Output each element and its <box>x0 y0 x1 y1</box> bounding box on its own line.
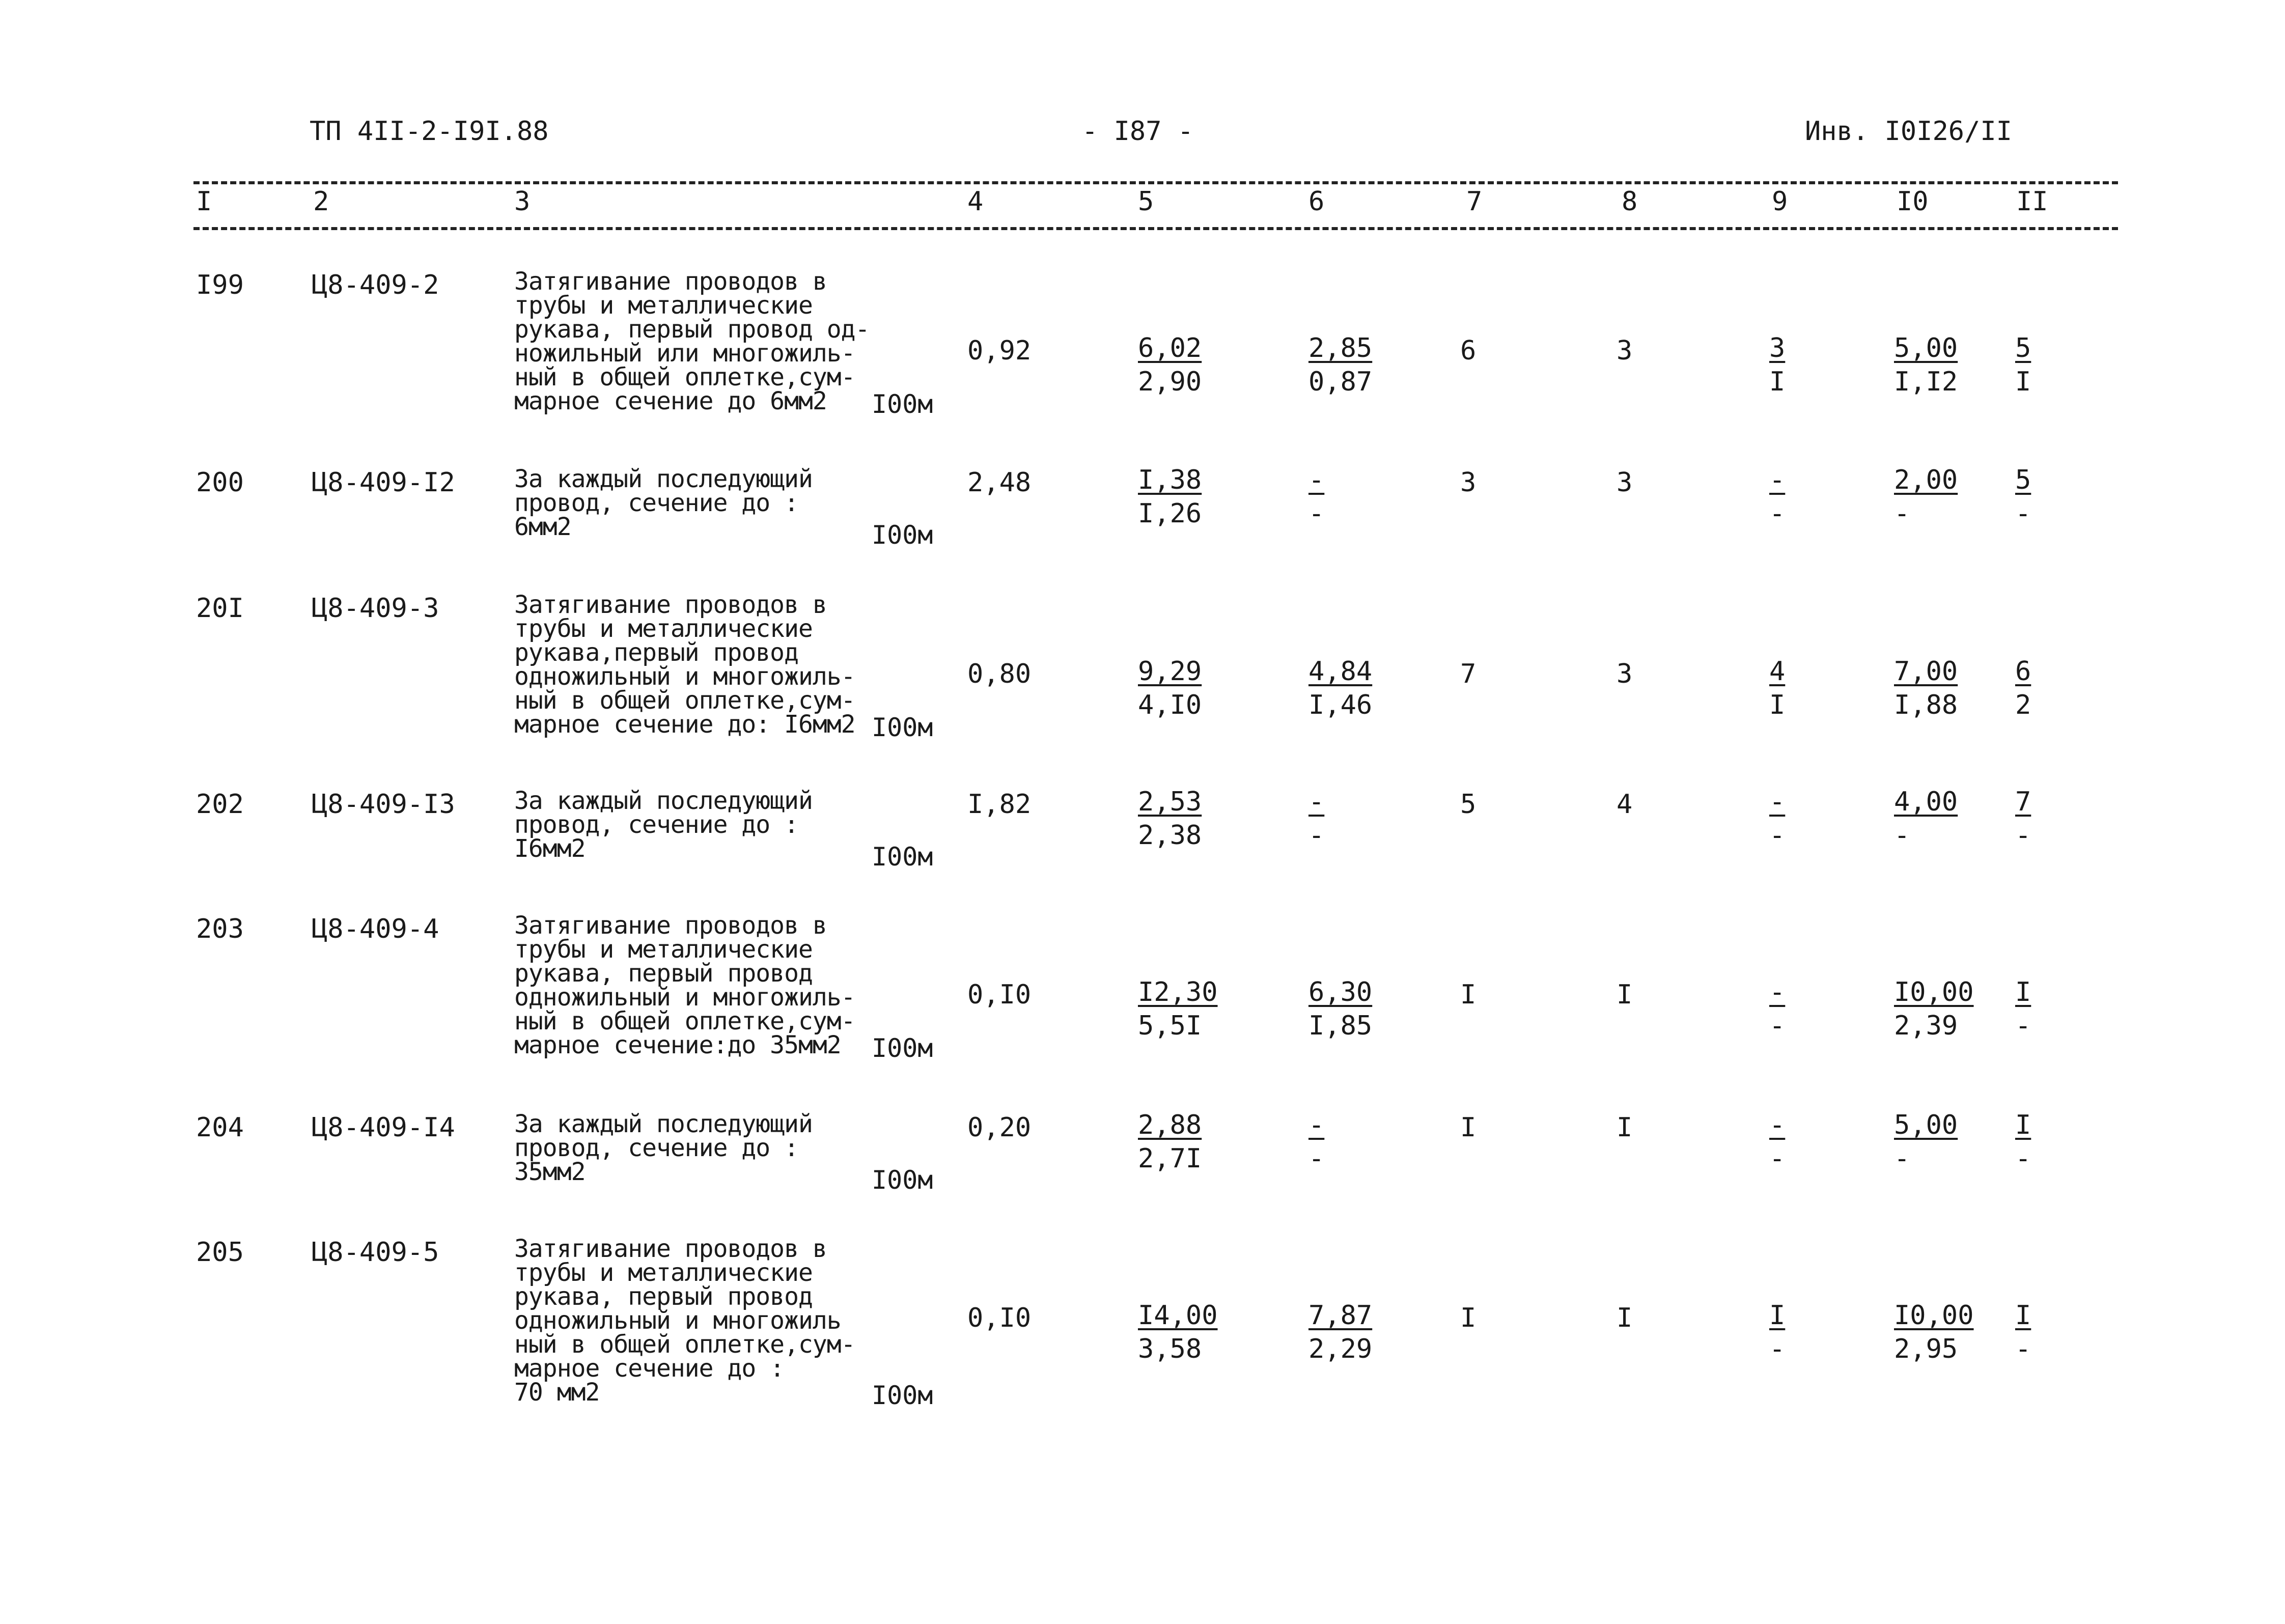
c5-denominator: 5,5I <box>1138 1011 1202 1041</box>
c11-numerator: I <box>2015 1300 2031 1331</box>
col-header-10: I0 <box>1897 186 1929 217</box>
c9-denominator: - <box>1769 820 1786 851</box>
c6-numerator: - <box>1308 465 1325 495</box>
description-line: Затягивание проводов в <box>514 267 827 296</box>
col8-value: 4 <box>1617 789 1633 820</box>
c6-denominator: - <box>1308 498 1325 529</box>
description-line: провод, сечение до : <box>514 810 798 839</box>
row-number: 205 <box>196 1237 244 1268</box>
description-line: 6мм2 <box>514 513 571 541</box>
c9-numerator: 4 <box>1769 656 1786 687</box>
c9-denominator: - <box>1769 1011 1786 1041</box>
c6-numerator: - <box>1308 1110 1325 1140</box>
c9-numerator: - <box>1769 465 1786 495</box>
c9-denominator: I <box>1769 690 1786 720</box>
c9-numerator: - <box>1769 787 1786 817</box>
c11-denominator: I <box>2015 367 2031 397</box>
c5-denominator: 2,7I <box>1138 1143 1202 1174</box>
c9-fraction <box>1769 463 1785 530</box>
c5-denominator: I,26 <box>1138 498 1202 529</box>
c10-numerator: I0,00 <box>1894 977 1974 1007</box>
c10-fraction <box>1894 975 1974 1043</box>
page-number: - I87 - <box>1082 116 1194 147</box>
c6-fraction <box>1308 1108 1324 1175</box>
col4-value: 0,I0 <box>967 979 1032 1010</box>
description-line: ножильный или многожиль- <box>514 339 855 368</box>
col-header-3: 3 <box>514 186 531 217</box>
col-header-2: 2 <box>313 186 329 217</box>
c6-fraction <box>1308 655 1372 722</box>
row-description <box>514 593 855 737</box>
c11-denominator: - <box>2015 820 2031 851</box>
c9-fraction <box>1769 785 1785 852</box>
col7-value: 7 <box>1460 659 1476 689</box>
c6-numerator: 4,84 <box>1308 656 1373 687</box>
c11-denominator: - <box>2015 498 2031 529</box>
col-header-1: I <box>196 186 212 217</box>
c10-denominator: - <box>1894 1143 1910 1174</box>
col4-value: 0,20 <box>967 1112 1032 1143</box>
c6-numerator: 6,30 <box>1308 977 1373 1007</box>
c10-numerator: 5,00 <box>1894 1110 1958 1140</box>
c10-numerator: 2,00 <box>1894 465 1958 495</box>
c9-numerator: - <box>1769 977 1786 1007</box>
c5-denominator: 2,38 <box>1138 820 1202 851</box>
c6-fraction <box>1308 975 1372 1043</box>
col-header-9: 9 <box>1772 186 1788 217</box>
col7-value: I <box>1460 1303 1476 1333</box>
c11-fraction <box>2015 1108 2031 1175</box>
description-line: За каждый последующий <box>514 1110 813 1138</box>
header-bottom-rule <box>193 227 2118 230</box>
c5-denominator: 4,I0 <box>1138 690 1202 720</box>
col4-value: 0,92 <box>967 335 1032 366</box>
c11-denominator: - <box>2015 1143 2031 1174</box>
col-header-11: II <box>2016 186 2048 217</box>
col4-value: I,82 <box>967 789 1032 820</box>
c9-numerator: I <box>1769 1300 1786 1331</box>
col4-value: 2,48 <box>967 467 1032 498</box>
c10-fraction <box>1894 1108 1958 1175</box>
c10-numerator: 5,00 <box>1894 333 1958 363</box>
col7-value: 3 <box>1460 467 1476 498</box>
row-unit: I00м <box>872 1381 933 1410</box>
c11-numerator: I <box>2015 977 2031 1007</box>
description-line: рукава, первый провод <box>514 1282 813 1311</box>
row-description <box>514 467 813 539</box>
c11-numerator: 7 <box>2015 787 2031 817</box>
col7-value: 5 <box>1460 789 1476 820</box>
col-header-4: 4 <box>967 186 984 217</box>
c11-fraction <box>2015 655 2031 722</box>
row-description <box>514 1237 855 1405</box>
c10-fraction <box>1894 463 1958 530</box>
col8-value: 3 <box>1617 467 1633 498</box>
row-number: 20I <box>196 593 244 624</box>
c9-fraction <box>1769 655 1785 722</box>
row-unit: I00м <box>872 1165 933 1195</box>
row-code: Ц8-409-I2 <box>312 467 455 498</box>
c11-denominator: - <box>2015 1011 2031 1041</box>
c11-numerator: I <box>2015 1110 2031 1140</box>
description-line: одножильный и многожиль- <box>514 983 855 1012</box>
row-unit: I00м <box>872 842 933 872</box>
c5-fraction <box>1138 1108 1202 1175</box>
c9-denominator: I <box>1769 367 1786 397</box>
description-line: За каждый последующий <box>514 787 813 815</box>
description-line: I6мм2 <box>514 834 586 863</box>
c6-denominator: I,46 <box>1308 690 1373 720</box>
description-line: провод, сечение до : <box>514 489 798 517</box>
c5-numerator: I4,00 <box>1138 1300 1218 1331</box>
c5-denominator: 3,58 <box>1138 1334 1202 1364</box>
col-header-8: 8 <box>1622 186 1638 217</box>
row-description <box>514 789 813 861</box>
c5-numerator: I,38 <box>1138 465 1202 495</box>
description-line: провод, сечение до : <box>514 1134 798 1162</box>
description-line: трубы и металлические <box>514 614 813 643</box>
document-code: ТП 4II-2-I9I.88 <box>310 116 549 147</box>
c10-fraction <box>1894 1299 1974 1366</box>
c6-fraction <box>1308 463 1324 530</box>
c10-numerator: I0,00 <box>1894 1300 1974 1331</box>
c11-fraction <box>2015 463 2031 530</box>
row-unit: I00м <box>872 713 933 742</box>
row-unit: I00м <box>872 389 933 419</box>
row-number: 202 <box>196 789 244 820</box>
c6-fraction <box>1308 331 1372 399</box>
c11-numerator: 5 <box>2015 333 2031 363</box>
row-unit: I00м <box>872 520 933 550</box>
col8-value: 3 <box>1617 659 1633 689</box>
row-number: 203 <box>196 914 244 944</box>
c9-numerator: - <box>1769 1110 1786 1140</box>
row-unit: I00м <box>872 1033 933 1063</box>
description-line: трубы и металлические <box>514 291 813 320</box>
c9-numerator: 3 <box>1769 333 1786 363</box>
description-line: одножильный и многожиль <box>514 1306 841 1335</box>
row-number: 204 <box>196 1112 244 1143</box>
c5-fraction <box>1138 975 1218 1043</box>
c6-denominator: I,85 <box>1308 1011 1373 1041</box>
c6-denominator: - <box>1308 820 1325 851</box>
c10-denominator: 2,95 <box>1894 1334 1958 1364</box>
c10-numerator: 4,00 <box>1894 787 1958 817</box>
c5-numerator: 6,02 <box>1138 333 1202 363</box>
description-line: ный в общей оплетке,сум- <box>514 1007 855 1035</box>
row-description <box>514 1112 813 1184</box>
c10-fraction <box>1894 331 1958 399</box>
col4-value: 0,I0 <box>967 1303 1032 1333</box>
c11-fraction <box>2015 785 2031 852</box>
row-code: Ц8-409-I3 <box>312 789 455 820</box>
c6-denominator: 0,87 <box>1308 367 1373 397</box>
description-line: рукава, первый провод <box>514 959 813 988</box>
c5-denominator: 2,90 <box>1138 367 1202 397</box>
c5-numerator: 2,53 <box>1138 787 1202 817</box>
header-top-rule <box>193 181 2118 184</box>
c5-fraction <box>1138 1299 1218 1366</box>
c9-fraction <box>1769 1108 1785 1175</box>
c10-denominator: I,88 <box>1894 690 1958 720</box>
inventory-number: Инв. I0I26/II <box>1805 116 2012 147</box>
row-number: I99 <box>196 270 244 300</box>
c5-numerator: 9,29 <box>1138 656 1202 687</box>
c6-numerator: 2,85 <box>1308 333 1373 363</box>
c11-denominator: - <box>2015 1334 2031 1364</box>
c10-numerator: 7,00 <box>1894 656 1958 687</box>
description-line: ный в общей оплетке,сум- <box>514 1330 855 1359</box>
col7-value: 6 <box>1460 335 1476 366</box>
description-line: Затягивание проводов в <box>514 911 827 940</box>
c10-denominator: 2,39 <box>1894 1011 1958 1041</box>
c5-numerator: 2,88 <box>1138 1110 1202 1140</box>
description-line: марное сечение:до 35мм2 <box>514 1031 841 1059</box>
c10-denominator: - <box>1894 498 1910 529</box>
c6-denominator: 2,29 <box>1308 1334 1373 1364</box>
c11-numerator: 6 <box>2015 656 2031 687</box>
c6-fraction <box>1308 785 1324 852</box>
c9-denominator: - <box>1769 498 1786 529</box>
row-code: Ц8-409-I4 <box>312 1112 455 1143</box>
c10-fraction <box>1894 785 1958 852</box>
c11-fraction <box>2015 331 2031 399</box>
description-line: 35мм2 <box>514 1158 586 1186</box>
description-line: рукава, первый провод од- <box>514 315 870 344</box>
description-line: рукава,первый провод <box>514 638 798 667</box>
row-code: Ц8-409-3 <box>312 593 439 624</box>
col-header-7: 7 <box>1466 186 1483 217</box>
description-line: 70 мм2 <box>514 1378 600 1407</box>
col7-value: I <box>1460 979 1476 1010</box>
c10-denominator: - <box>1894 820 1910 851</box>
row-description <box>514 267 870 415</box>
c5-fraction <box>1138 785 1202 852</box>
description-line: одножильный и многожиль- <box>514 662 855 691</box>
c6-fraction <box>1308 1299 1372 1366</box>
row-code: Ц8-409-5 <box>312 1237 439 1268</box>
description-line: марное сечение до: I6мм2 <box>514 710 855 739</box>
description-line: ный в общей оплетке,сум- <box>514 363 855 391</box>
row-description <box>514 911 855 1059</box>
c11-fraction <box>2015 1299 2031 1366</box>
c6-numerator: 7,87 <box>1308 1300 1373 1331</box>
description-line: Затягивание проводов в <box>514 1235 827 1263</box>
c5-numerator: I2,30 <box>1138 977 1218 1007</box>
col-header-6: 6 <box>1308 186 1325 217</box>
row-number: 200 <box>196 467 244 498</box>
col8-value: I <box>1617 1112 1633 1143</box>
c11-denominator: 2 <box>2015 690 2031 720</box>
c9-denominator: - <box>1769 1334 1786 1364</box>
c9-fraction <box>1769 1299 1785 1366</box>
description-line: трубы и металлические <box>514 935 813 964</box>
c5-fraction <box>1138 463 1202 530</box>
c11-fraction <box>2015 975 2031 1043</box>
description-line: марное сечение до 6мм2 <box>514 387 827 415</box>
description-line: ный в общей оплетке,сум- <box>514 686 855 715</box>
row-code: Ц8-409-4 <box>312 914 439 944</box>
c10-denominator: I,I2 <box>1894 367 1958 397</box>
c6-numerator: - <box>1308 787 1325 817</box>
c9-fraction <box>1769 331 1785 399</box>
c10-fraction <box>1894 655 1958 722</box>
c9-fraction <box>1769 975 1785 1043</box>
c11-numerator: 5 <box>2015 465 2031 495</box>
c5-fraction <box>1138 655 1202 722</box>
description-line: марное сечение до : <box>514 1354 785 1383</box>
description-line: Затягивание проводов в <box>514 591 827 619</box>
col8-value: I <box>1617 1303 1633 1333</box>
col4-value: 0,80 <box>967 659 1032 689</box>
c6-denominator: - <box>1308 1143 1325 1174</box>
c5-fraction <box>1138 331 1202 399</box>
col7-value: I <box>1460 1112 1476 1143</box>
col8-value: I <box>1617 979 1633 1010</box>
col-header-5: 5 <box>1138 186 1154 217</box>
row-code: Ц8-409-2 <box>312 270 439 300</box>
c9-denominator: - <box>1769 1143 1786 1174</box>
description-line: За каждый последующий <box>514 465 813 493</box>
col8-value: 3 <box>1617 335 1633 366</box>
description-line: трубы и металлические <box>514 1258 813 1287</box>
